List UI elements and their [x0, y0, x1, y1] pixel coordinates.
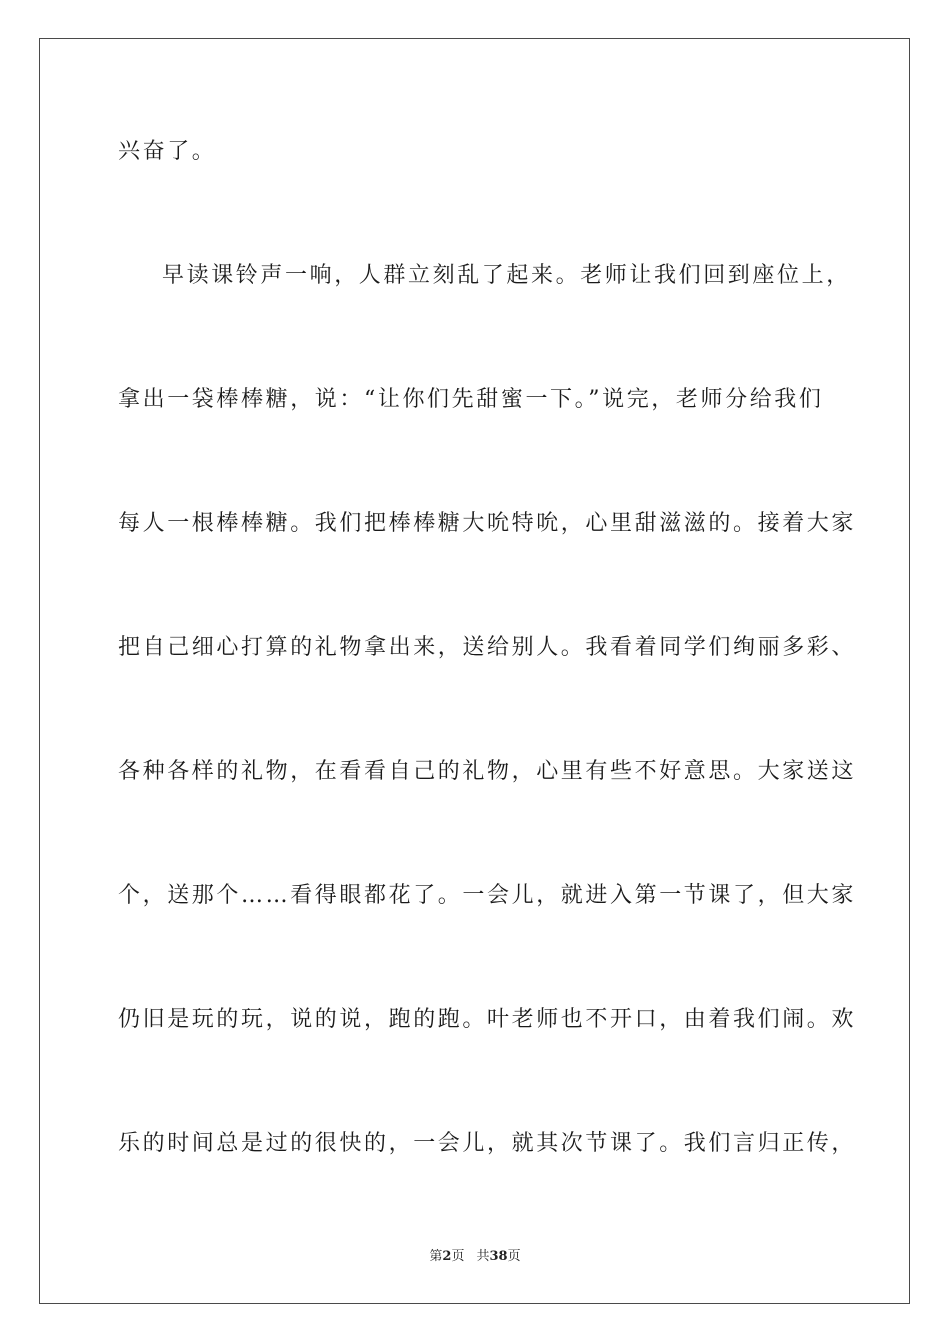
page-suffix: 页: [451, 1249, 465, 1264]
text-line-9: 乐的时间总是过的很快的，一会儿，就其次节课了。我们言归正传，: [118, 1131, 857, 1156]
total-pages: 38: [489, 1249, 508, 1264]
text-line-3: 拿出一袋棒棒糖，说：“让你们先甜蜜一下。”说完，老师分给我们: [118, 387, 824, 412]
text-line-4: 每人一根棒棒糖。我们把棒棒糖大吮特吮，心里甜滋滋的。接着大家: [118, 511, 857, 536]
text-line-6: 各种各样的礼物，在看看自己的礼物，心里有些不好意思。大家送这: [118, 759, 857, 784]
text-line-8: 仍旧是玩的玩，说的说，跑的跑。叶老师也不开口，由着我们闹。欢: [118, 1007, 857, 1032]
text-line-1: 兴奋了。: [118, 139, 217, 164]
text-line-7: 个，送那个……看得眼都花了。一会儿，就进入第一节课了，但大家: [118, 883, 857, 908]
page-prefix: 第: [429, 1249, 443, 1264]
text-line-5: 把自己细心打算的礼物拿出来，送给别人。我看着同学们绚丽多彩、: [118, 635, 857, 660]
text-line-2: 早读课铃声一响，人群立刻乱了起来。老师让我们回到座位上，: [162, 263, 851, 288]
page-footer: [0, 1248, 950, 1266]
page-border: [39, 38, 910, 1304]
page-number: 2: [442, 1249, 452, 1264]
total-suffix: 页: [507, 1249, 521, 1264]
total-prefix: 共: [476, 1249, 490, 1264]
